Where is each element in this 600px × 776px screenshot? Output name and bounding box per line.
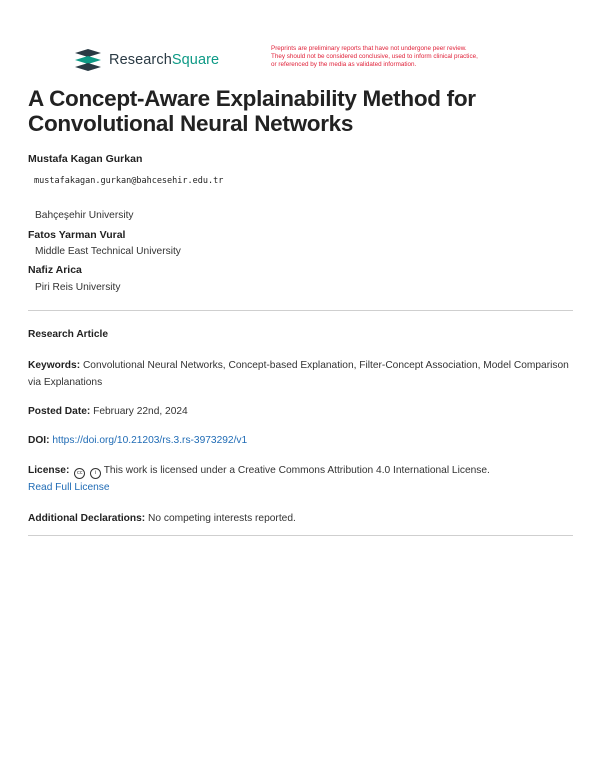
posted-date-label: Posted Date: <box>28 406 91 417</box>
author-affiliation-3: Piri Reis University <box>35 282 121 293</box>
declarations-value: No competing interests reported. <box>148 513 296 524</box>
author-name-2: Fatos Yarman Vural <box>28 229 126 241</box>
divider <box>28 535 573 536</box>
logo-text <box>109 52 219 68</box>
doi-link[interactable]: https://doi.org/10.21203/rs.3.rs-3973292/v1 <box>52 435 248 446</box>
doi-field <box>28 433 576 450</box>
read-full-license-link[interactable]: Read Full License <box>28 481 110 493</box>
keywords-label: Keywords: <box>28 360 81 371</box>
author-email[interactable]: mustafakagan.gurkan@bahcesehir.edu.tr <box>34 176 224 186</box>
license-field <box>28 463 576 496</box>
author-name-1: Mustafa Kagan Gurkan <box>28 153 143 165</box>
logo-text-square: Square <box>171 52 220 68</box>
logo-text-research: Research <box>109 52 172 68</box>
research-square-logo[interactable] <box>74 49 219 71</box>
research-square-logo-icon <box>74 49 102 71</box>
declarations-field <box>28 511 576 528</box>
attribution-icon[interactable]: i <box>90 468 101 479</box>
author-affiliation-1: Bahçeşehir University <box>35 210 134 221</box>
paper-title <box>28 86 568 136</box>
disclaimer-line: Preprints are preliminary reports that have not undergone peer review. <box>271 45 467 52</box>
creative-commons-icon[interactable]: cc <box>74 468 85 479</box>
keywords-value: Convolutional Neural Networks, Concept-based Explanation, Filter-Concept Association, Model Comparison via Explanations <box>28 360 569 388</box>
keywords-field <box>28 358 576 391</box>
declarations-label: Additional Declarations: <box>28 513 146 524</box>
paper-title-line-2: Convolutional Neural Networks <box>28 111 354 136</box>
author-affiliation-2: Middle East Technical University <box>35 246 181 257</box>
article-type <box>28 327 576 344</box>
paper-title-line-1: A Concept-Aware Explainability Method for <box>28 86 476 111</box>
license-text: This work is licensed under a Creative Commons Attribution 4.0 International License. <box>103 465 490 476</box>
author-name-3: Nafiz Arica <box>28 264 82 276</box>
article-type-label: Research Article <box>28 329 109 340</box>
preprint-disclaimer <box>271 45 571 69</box>
posted-date-field <box>28 404 576 421</box>
disclaimer-line: They should not be considered conclusive, used to inform clinical practice, <box>271 53 478 60</box>
doi-label: DOI: <box>28 435 50 446</box>
posted-date-value: February 22nd, 2024 <box>93 406 188 417</box>
divider <box>28 310 573 311</box>
disclaimer-line: or referenced by the media as validated information. <box>271 61 417 68</box>
license-label: License: <box>28 465 70 476</box>
